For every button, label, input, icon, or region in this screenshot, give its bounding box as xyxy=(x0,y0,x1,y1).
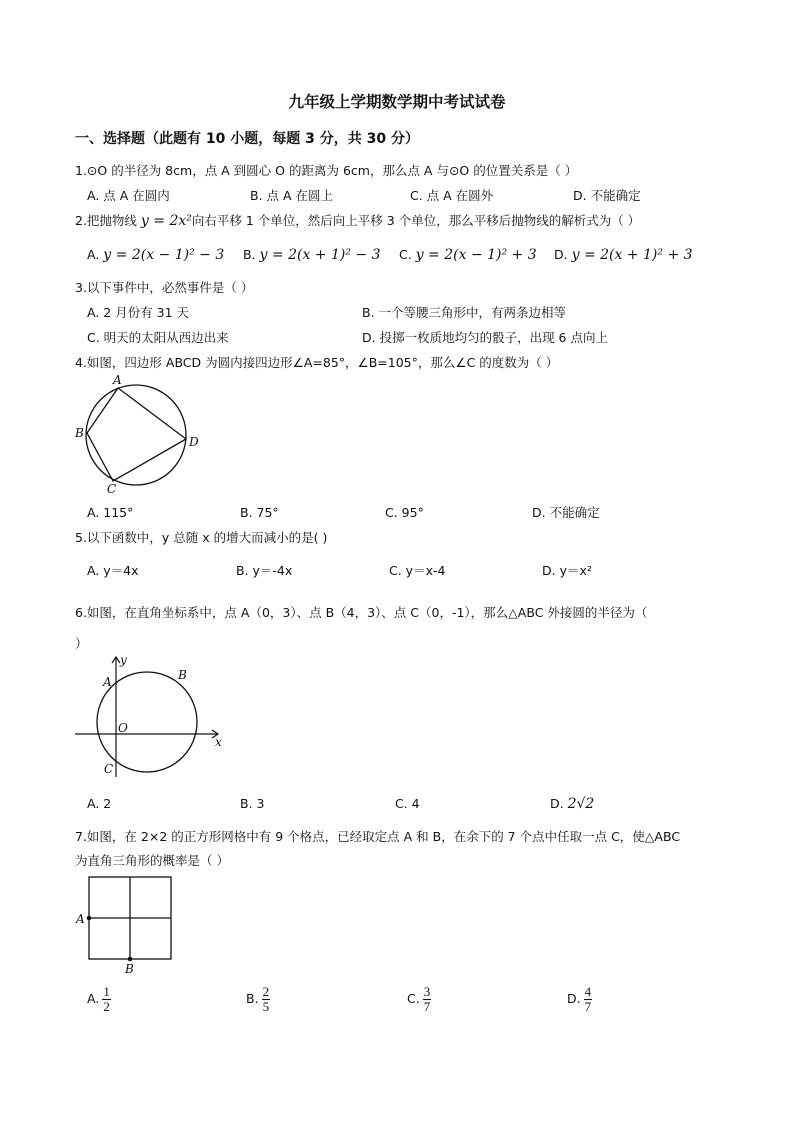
q4-option-c[interactable]: C. 95° xyxy=(385,505,424,520)
q2-option-c-expr: y = 2(x − 1)² + 3 xyxy=(415,247,537,263)
q2-option-d-expr: y = 2(x + 1)² + 3 xyxy=(571,247,693,263)
question-6-stem-line2: ） xyxy=(75,636,88,651)
q2-parabola-expr: y = 2x² xyxy=(140,213,192,229)
q6-option-d-expr: 2√2 xyxy=(567,796,595,812)
page-title: 九年级上学期数学期中考试试卷 xyxy=(288,93,506,111)
q7-grid-figure xyxy=(74,872,184,977)
section-heading: 一、选择题（此题有 10 小题，每题 3 分，共 30 分） xyxy=(75,131,419,147)
q2-option-c[interactable]: C. y = 2(x − 1)² + 3 xyxy=(399,247,537,263)
q2-option-a[interactable]: A. y = 2(x − 1)² − 3 xyxy=(87,247,225,263)
q5-option-d[interactable]: D. y＝x² xyxy=(542,563,592,578)
q7-option-d[interactable]: D. $\frac{4}{7}$ xyxy=(567,984,592,1014)
question-4-stem: 4.如图，四边形 ABCD 为圆内接四边形∠A=85°，∠B=105°，那么∠C 的度数为（ ） xyxy=(75,355,559,370)
q6-coordinate-figure xyxy=(70,652,230,782)
q5-option-b[interactable]: B. y＝-4x xyxy=(236,563,293,578)
question-3-stem: 3.以下事件中，必然事件是（ ） xyxy=(75,280,254,295)
q2-option-b[interactable]: B. y = 2(x + 1)² − 3 xyxy=(243,247,381,263)
question-6-stem-line1: 6.如图，在直角坐标系中，点 A（0，3）、点 B（4，3）、点 C（0，-1），那么△ABC 外接圆的半径为（ xyxy=(75,605,648,620)
q7-option-b[interactable]: B. $\frac{2}{5}$ xyxy=(246,984,270,1014)
q6-label-x: x xyxy=(215,735,222,749)
q2-option-b-expr: y = 2(x + 1)² − 3 xyxy=(259,247,381,263)
q2-stem-prefix: 2.把抛物线 xyxy=(75,213,137,228)
q4-label-a: A xyxy=(113,373,122,387)
q7-label-b: B xyxy=(125,962,134,976)
q1-option-c[interactable]: C. 点 A 在圆外 xyxy=(410,188,494,203)
q3-option-a[interactable]: A. 2 月份有 31 天 xyxy=(87,305,190,320)
q7-option-a[interactable]: A. $\frac{1}{2}$ xyxy=(87,984,110,1014)
q6-option-a[interactable]: A. 2 xyxy=(87,796,112,811)
q6-label-a: A xyxy=(103,675,112,689)
q7-option-d-fraction: $\frac{4}{7}$ xyxy=(584,984,592,1014)
q7-option-c-fraction: $\frac{3}{7}$ xyxy=(423,984,431,1014)
q7-option-c[interactable]: C. $\frac{3}{7}$ xyxy=(407,984,431,1014)
q7-point-b xyxy=(128,957,133,962)
question-5-stem: 5.以下函数中，y 总随 x 的增大而减小的是( ) xyxy=(75,530,328,545)
q5-option-a[interactable]: A. y＝4x xyxy=(87,563,139,578)
q6-circle xyxy=(97,672,197,772)
q4-option-d[interactable]: D. 不能确定 xyxy=(532,505,600,520)
q1-option-a[interactable]: A. 点 A 在圆内 xyxy=(87,188,170,203)
question-7-stem-line2: 为直角三角形的概率是（ ） xyxy=(75,853,229,868)
q6-label-c: C xyxy=(104,762,114,776)
question-1-stem: 1.⊙O 的半径为 8cm，点 A 到圆心 O 的距离为 6cm，那么点 A 与⊙O 的位置关系是（ ） xyxy=(75,163,578,178)
question-7-stem-line1: 7.如图，在 2×2 的正方形网格中有 9 个格点，已经取定点 A 和 B，在余下的 7 个点中任取一点 C，使△ABC xyxy=(75,829,681,844)
q3-option-d[interactable]: D. 投掷一枚质地均匀的骰子，出现 6 点向上 xyxy=(362,330,608,345)
q7-point-a xyxy=(87,916,92,921)
q2-option-a-expr: y = 2(x − 1)² − 3 xyxy=(103,247,225,263)
q3-option-b[interactable]: B. 一个等腰三角形中，有两条边相等 xyxy=(362,305,567,320)
q4-circle-figure xyxy=(70,372,205,497)
q3-option-c[interactable]: C. 明天的太阳从西边出来 xyxy=(87,330,229,345)
q4-label-d: D xyxy=(189,435,199,449)
q4-quadrilateral xyxy=(87,388,186,481)
q1-option-b[interactable]: B. 点 A 在圆上 xyxy=(250,188,334,203)
q7-label-a: A xyxy=(76,912,85,926)
q6-label-y: y xyxy=(120,653,127,667)
q7-option-a-fraction: $\frac{1}{2}$ xyxy=(103,984,110,1014)
q2-stem-suffix: 向右平移 1 个单位，然后向上平移 3 个单位，那么平移后抛物线的解析式为（ ） xyxy=(191,213,641,228)
q4-option-b[interactable]: B. 75° xyxy=(240,505,279,520)
q7-option-b-fraction: $\frac{2}{5}$ xyxy=(262,984,270,1014)
q6-option-d[interactable]: D. 2√2 xyxy=(550,796,595,812)
q6-option-c[interactable]: C. 4 xyxy=(395,796,420,811)
q1-option-d[interactable]: D. 不能确定 xyxy=(573,188,641,203)
q6-label-o: O xyxy=(118,721,128,735)
question-2-stem xyxy=(75,213,640,229)
q5-option-c[interactable]: C. y＝x-4 xyxy=(389,563,446,578)
q4-option-a[interactable]: A. 115° xyxy=(87,505,134,520)
q4-label-c: C xyxy=(107,482,117,496)
q4-label-b: B xyxy=(75,426,84,440)
q2-option-d[interactable]: D. y = 2(x + 1)² + 3 xyxy=(554,247,693,263)
q6-option-b[interactable]: B. 3 xyxy=(240,796,265,811)
q4-circle xyxy=(86,385,186,485)
q6-label-b: B xyxy=(178,668,187,682)
